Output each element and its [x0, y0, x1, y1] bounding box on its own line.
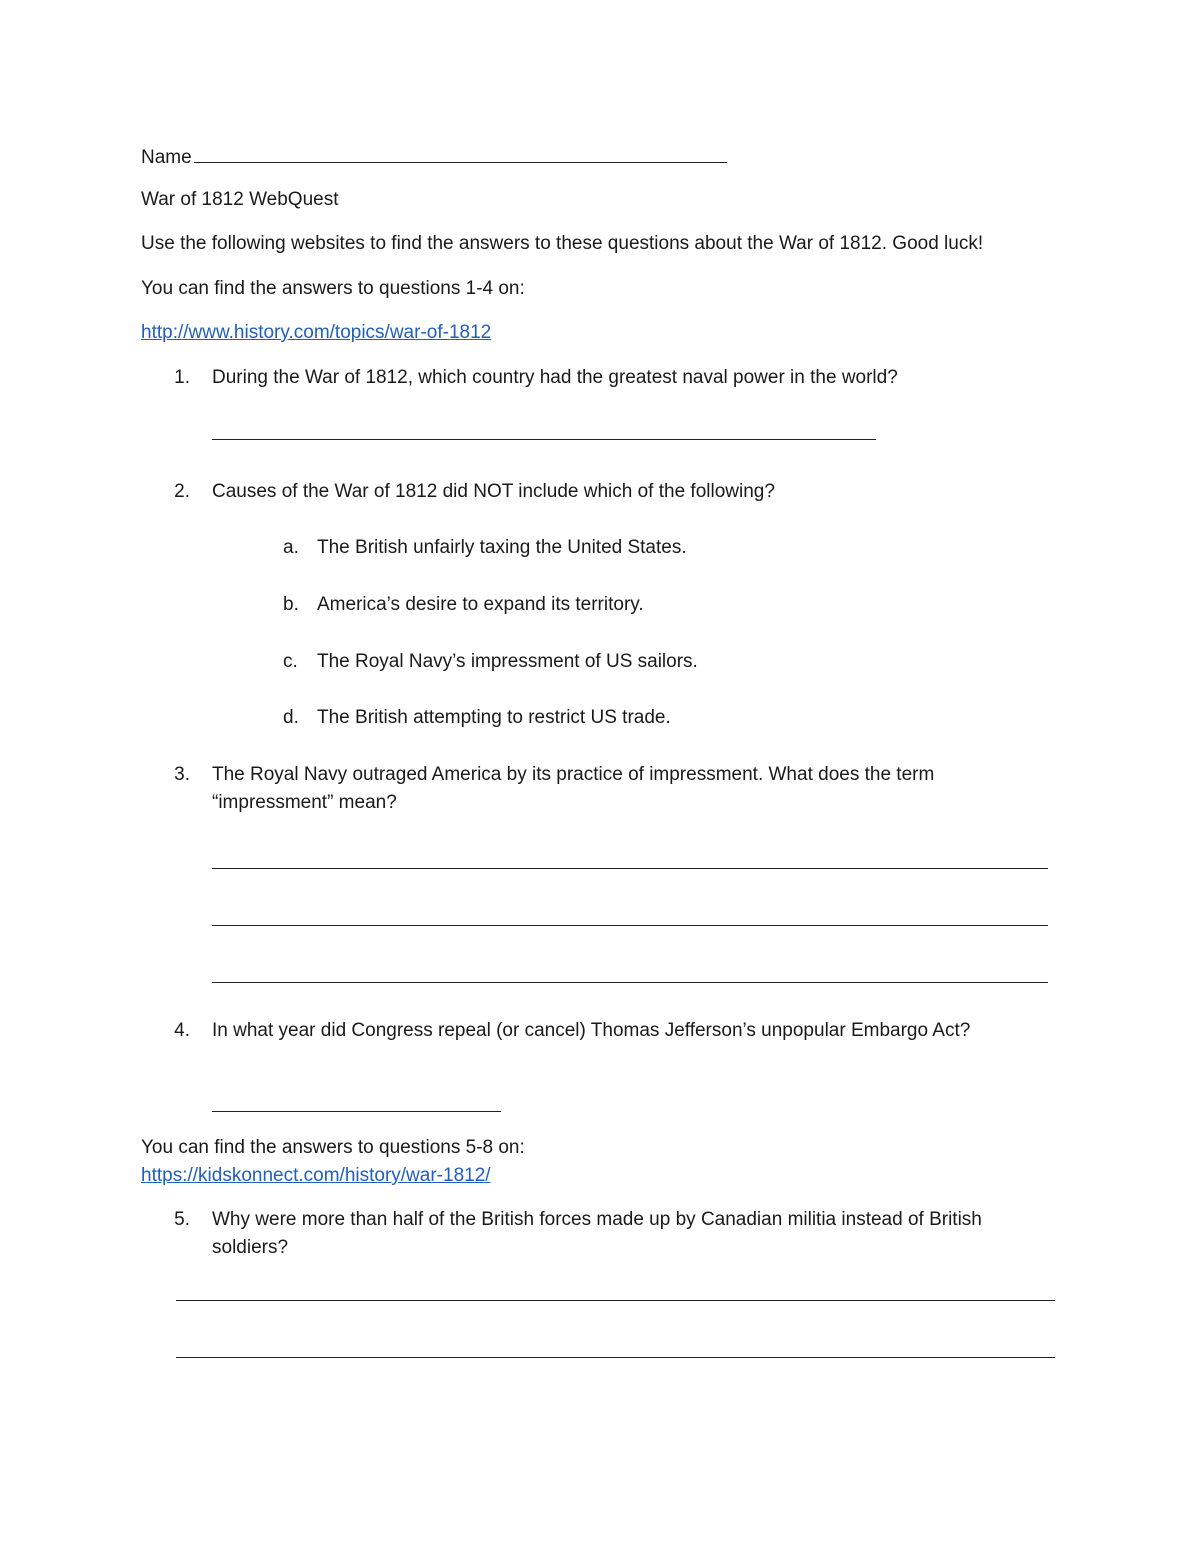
- option-d-text: The British attempting to restrict US trade.: [317, 707, 671, 728]
- question-4-number: 4.: [174, 1020, 190, 1041]
- question-3-text-line1: The Royal Navy outraged America by its practice of impressment. What does the term: [212, 764, 935, 785]
- question-3-answer-line-2[interactable]: [212, 925, 1048, 926]
- question-1-text: During the War of 1812, which country had the greatest naval power in the world?: [212, 367, 898, 388]
- question-2-text: Causes of the War of 1812 did NOT include which of the following?: [212, 481, 775, 502]
- question-2-number: 2.: [174, 481, 190, 502]
- page-title: War of 1812 WebQuest: [141, 189, 339, 210]
- section1-intro: You can find the answers to questions 1-4 on:: [141, 278, 525, 299]
- history-link[interactable]: http://www.history.com/topics/war-of-1812: [141, 322, 492, 343]
- question-3-number: 3.: [174, 764, 190, 785]
- question-5-answer-line-1[interactable]: [176, 1300, 1055, 1301]
- question-3-text-line2: “impressment” mean?: [212, 792, 397, 813]
- name-answer-line[interactable]: [194, 144, 727, 163]
- option-b-letter: b.: [283, 594, 299, 615]
- kidskonnect-link[interactable]: https://kidskonnect.com/history/war-1812/: [141, 1165, 491, 1186]
- option-a-letter: a.: [283, 537, 299, 558]
- question-1-answer-line[interactable]: [212, 439, 876, 440]
- option-c-text: The Royal Navy’s impressment of US sailors.: [317, 651, 698, 672]
- question-1-number: 1.: [174, 367, 190, 388]
- name-field: [141, 144, 727, 170]
- name-label: Name: [141, 147, 192, 168]
- question-4-text: In what year did Congress repeal (or cancel) Thomas Jefferson’s unpopular Embargo Act?: [212, 1020, 971, 1041]
- question-5-text-line1: Why were more than half of the British forces made up by Canadian militia instead of British: [212, 1209, 982, 1230]
- question-5-number: 5.: [174, 1209, 190, 1230]
- question-3-answer-line-3[interactable]: [212, 982, 1048, 983]
- instructions: Use the following websites to find the answers to these questions about the War of 1812. Good luck!: [141, 233, 984, 254]
- option-c-letter: c.: [283, 651, 298, 672]
- option-a-text: The British unfairly taxing the United States.: [317, 537, 687, 558]
- question-3-answer-line-1[interactable]: [212, 868, 1048, 869]
- question-5-answer-line-2[interactable]: [176, 1357, 1055, 1358]
- option-b-text: America’s desire to expand its territory.: [317, 594, 644, 615]
- question-5-text-line2: soldiers?: [212, 1237, 289, 1258]
- option-d-letter: d.: [283, 707, 299, 728]
- section2-intro: You can find the answers to questions 5-8 on:: [141, 1137, 525, 1158]
- question-4-answer-line[interactable]: [212, 1111, 501, 1112]
